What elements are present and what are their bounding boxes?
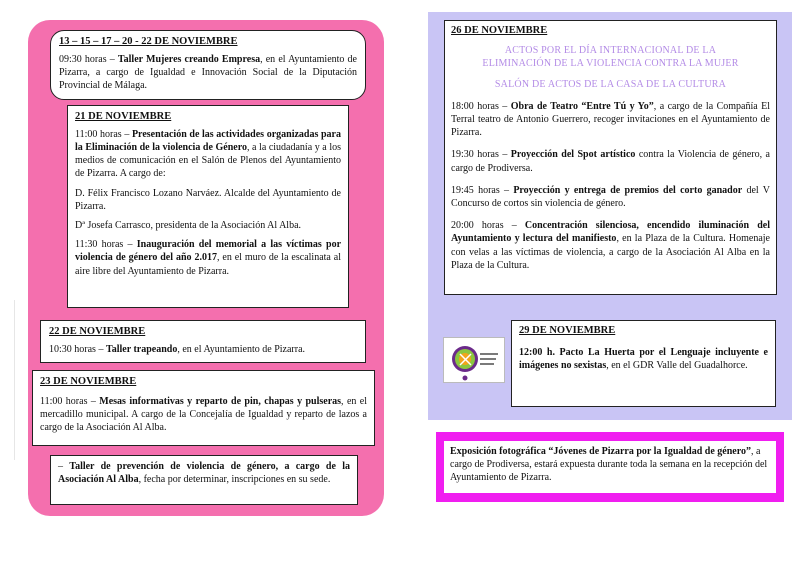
exhibition-banner bbox=[436, 432, 784, 502]
schedule-box-29-nov bbox=[511, 320, 776, 407]
schedule-box-22-nov bbox=[40, 320, 366, 363]
event-title: 12:00 h. Pacto La Huerta por el Lenguaje incluyente e imágenes no sexistas bbox=[519, 346, 768, 372]
event-details: , en el muro de la escalinata al aire libre del Ayuntamiento de Pizarra. bbox=[75, 252, 341, 277]
event-text bbox=[519, 346, 768, 372]
event-dash: – bbox=[58, 461, 63, 472]
schedule-box-21-nov bbox=[67, 105, 349, 308]
event-details: , en el Ayuntamiento de Pizarra, a cargo de Igualdad e Innovación Social de la Diputación Provincial de Málaga. bbox=[59, 53, 357, 92]
box-heading: 29 DE NOVIEMBRE bbox=[519, 325, 616, 336]
event-title: Obra de Teatro “Entre Tú y Yo” bbox=[510, 100, 654, 112]
box-heading: 21 DE NOVIEMBRE bbox=[75, 111, 172, 122]
event-title: Proyección del Spot artístico bbox=[510, 149, 636, 161]
event-text bbox=[75, 238, 341, 278]
event-title: Mesas informativas y reparto de pin, chapas y pulseras bbox=[99, 395, 342, 407]
event-details: , a cargo de la Compañía El Terral teatro de Antonio Guerrero, recoger invitaciones en el Ayuntamiento de Pizarra. bbox=[451, 100, 770, 139]
venue-title: SALÓN DE ACTOS DE LA CASA DE LA CULTURA bbox=[494, 78, 727, 90]
event-details: del V Concurso de cortos sin violencia de género. bbox=[451, 184, 770, 209]
event-title: Taller Mujeres creando Empresa bbox=[117, 53, 261, 65]
event-details: , a la ciudadanía y a los medios de comunicación en el Salón de Plenos del Ayuntamiento de Pizarra. A cargo de: bbox=[75, 142, 341, 180]
event-time: 11:30 horas – bbox=[75, 239, 133, 251]
event-time: 19:30 horas – bbox=[451, 149, 508, 161]
event-text bbox=[75, 128, 341, 181]
box-heading: 26 DE NOVIEMBRE bbox=[451, 25, 548, 36]
event-text bbox=[451, 100, 770, 140]
event-time: 11:00 horas – bbox=[75, 128, 130, 140]
exhibition-title: Exposición fotográfica “Jóvenes de Pizarra por la Igualdad de género” bbox=[450, 446, 752, 457]
exhibition-details: , a cargo de Prodiversa, estará expuesta durante toda la semana en la recepción del Ayuntamiento de Pizarra. bbox=[450, 446, 768, 483]
event-details: , en la Plaza de la Cultura. Homenaje con velas a las víctimas de violencia, a cargo de la Asociación Al Alba en la Plaza de la Cultura. bbox=[451, 233, 770, 271]
box-heading: 13 – 15 – 17 – 20 - 22 DE NOVIEMBRE bbox=[59, 36, 238, 47]
event-details: , fecha por determinar, inscripciones en su sede. bbox=[138, 474, 331, 486]
event-text bbox=[451, 219, 770, 272]
event-title: Presentación de las actividades organizadas para la Eliminación de la violencia de Género bbox=[75, 128, 341, 154]
event-title: Inauguración del memorial a las víctimas por violencia de género del año 2.017 bbox=[75, 239, 342, 264]
event-title: Proyección y entrega de premios del corto ganador bbox=[513, 184, 743, 196]
event-time: 18:00 horas – bbox=[451, 100, 508, 112]
event-title: Taller de prevención de violencia de género, a cargo de la Asociación Al Alba bbox=[58, 461, 351, 486]
event-time: 11:00 horas – bbox=[40, 395, 96, 407]
pacto-la-huerta-logo-icon bbox=[443, 337, 505, 383]
event-time: 19:45 horas – bbox=[451, 184, 510, 196]
event-text bbox=[40, 395, 367, 435]
box-heading: 22 DE NOVIEMBRE bbox=[49, 326, 146, 337]
margin-line bbox=[14, 300, 15, 460]
schedule-box-13-22-nov bbox=[50, 30, 366, 100]
event-text bbox=[451, 148, 770, 174]
schedule-box-26-nov bbox=[444, 20, 777, 295]
event-time: 10:30 horas – bbox=[49, 343, 104, 355]
event-text bbox=[49, 343, 357, 356]
event-details: , en el GDR Valle del Guadalhorce. bbox=[606, 360, 748, 372]
box-heading: 23 DE NOVIEMBRE bbox=[40, 376, 137, 387]
event-title: Taller trapeando bbox=[105, 343, 178, 355]
event-title: Concentración silenciosa, encendido iluminación del Ayuntamiento y lectura del manifiesto bbox=[451, 220, 770, 245]
schedule-box-23-nov bbox=[32, 370, 375, 446]
exhibition-text bbox=[444, 441, 776, 493]
event-details: contra la Violencia de género, a cargo de Prodiversa. bbox=[451, 149, 770, 174]
speaker-line: Dª Josefa Carrasco, presidenta de la Asociación Al Alba. bbox=[75, 219, 302, 231]
event-text bbox=[58, 460, 350, 486]
event-time: 20:00 horas – bbox=[451, 220, 517, 232]
event-time: 09:30 horas – bbox=[59, 53, 115, 65]
speaker-line: D. Félix Francisco Lozano Narváez. Alcalde del Ayuntamiento de Pizarra. bbox=[75, 187, 341, 212]
event-details: , en el mercadillo municipal. A cargo de la Concejalía de Igualdad y reparto de lazos a cargo de la Asociación Al Alba. bbox=[40, 395, 368, 434]
event-text bbox=[451, 184, 770, 210]
event-text bbox=[59, 53, 357, 93]
schedule-box-workshop bbox=[50, 455, 358, 505]
event-banner-title: ACTOS POR EL DÍA INTERNACIONAL DE LA ELIMINACIÓN DE LA VIOLENCIA CONTRA LA MUJER bbox=[482, 44, 739, 69]
event-details: , en el Ayuntamiento de Pizarra. bbox=[177, 343, 306, 355]
